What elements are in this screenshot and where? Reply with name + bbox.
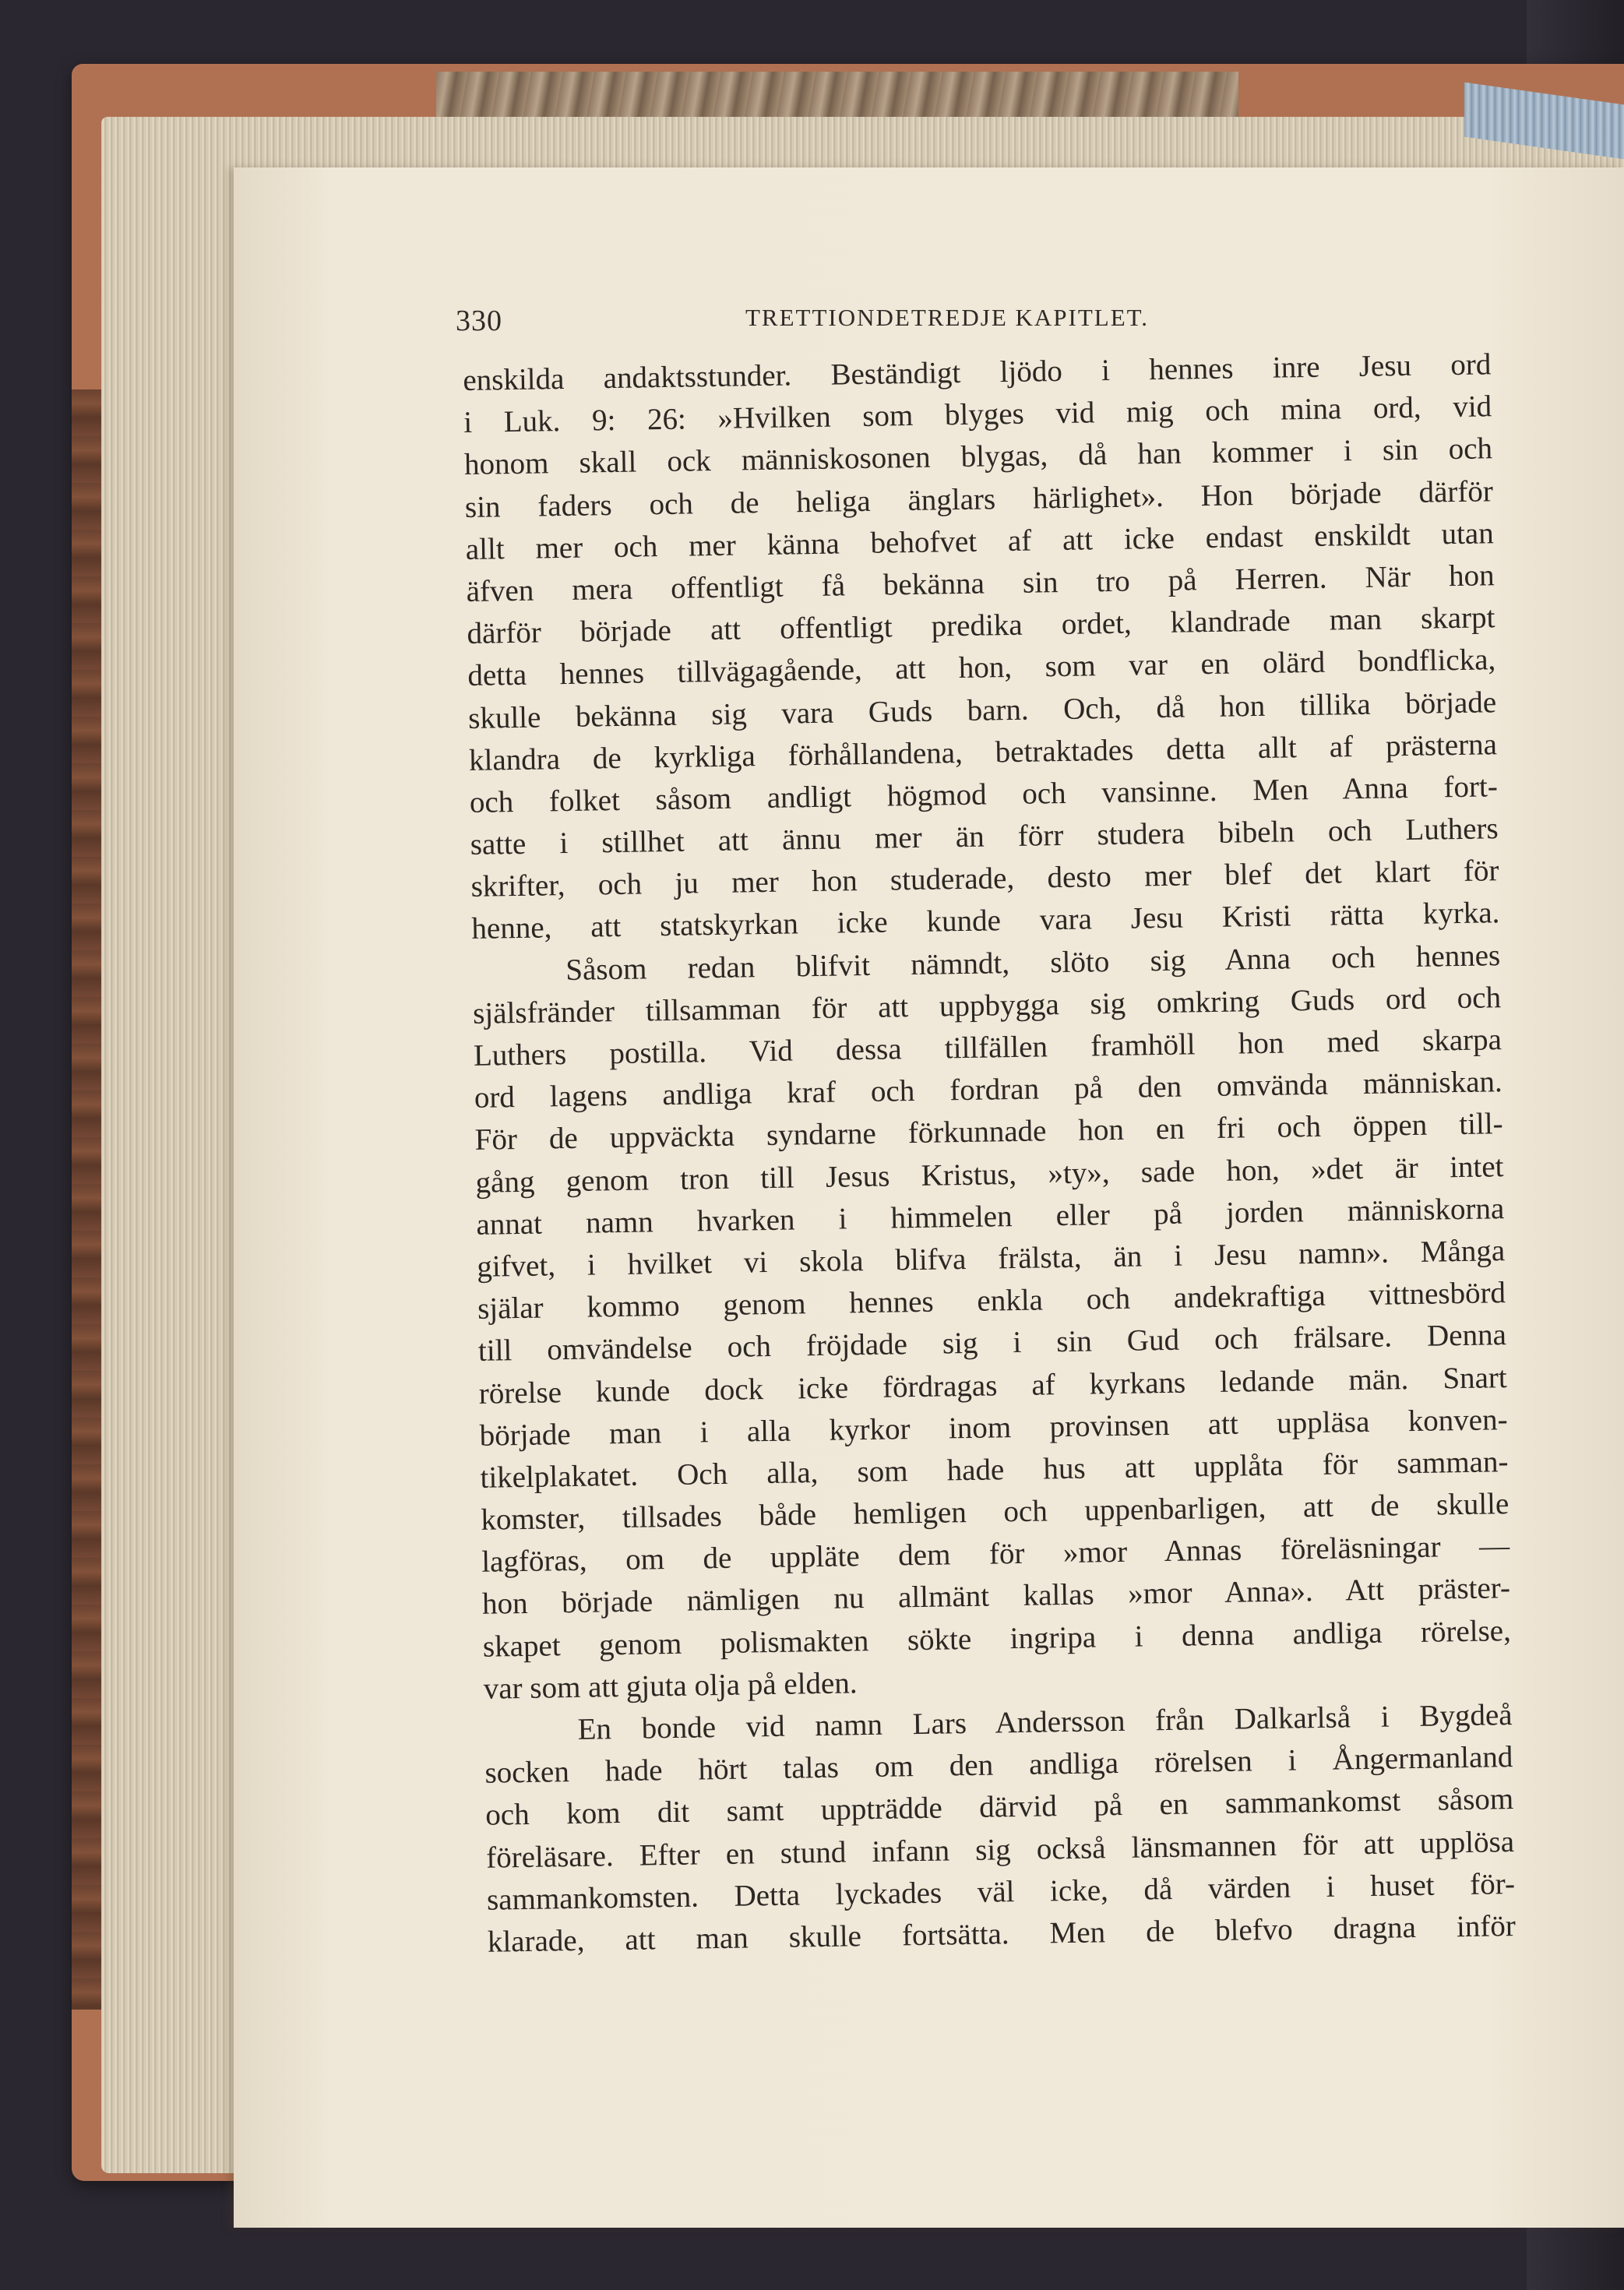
text-line: tikelplakatet. Och alla, som hade hus att upplåta för samman- (480, 1444, 1509, 1495)
text-line: rörelse kunde dock icke fördragas af kyrkans ledande män. Snart (478, 1360, 1508, 1411)
text-line: till omvändelse och fröjdade sig i sin Gud och frälsare. Denna (477, 1318, 1507, 1369)
text-line: var som att gjuta olja på elden. (483, 1666, 858, 1706)
text-line: Såsom redan blifvit nämndt, slöto sig Anna och hennes (565, 938, 1501, 987)
text-line: socken hade hört talas om den andliga rörelsen i Ångermanland (484, 1740, 1513, 1790)
text-line: honom skall ock människosonen blygas, då han kommer i sin och (463, 432, 1493, 482)
page-number: 330 (456, 305, 502, 337)
text-line: allt mer och mer känna behofvet af att icke endast enskildt utan (465, 516, 1494, 566)
text-line: och kom dit samt uppträdde därvid på en sammankomst såsom (485, 1782, 1514, 1833)
text-line: klandra de kyrkliga förhållandena, betraktades detta allt af prästerna (468, 727, 1498, 777)
text-line: därför började att offentligt predika ordet, klandrade man skarpt (467, 601, 1495, 651)
body-text (463, 344, 1516, 1964)
text-line: gifvet, i hvilket vi skola blifva frälsta, än i Jesu namn». Många (476, 1234, 1506, 1284)
text-line: satte i stillhet att ännu mer än förr studera bibeln och Luthers (470, 812, 1499, 861)
text-line: gång genom tron till Jesus Kristus, »ty», sade hon, »det är intet (475, 1149, 1504, 1200)
text-line: detta hennes tillvägagående, att hon, som var en olärd bondflicka, (467, 643, 1496, 693)
text-line: klarade, att man skulle fortsätta. Men de blefvo dragna inför (487, 1908, 1517, 1959)
text-line: i Luk. 9: 26: »Hvilken som blyges vid mig och mina ord, vid (463, 389, 1492, 440)
text-line: skulle bekänna sig vara Guds barn. Och, då hon tillika började (467, 685, 1497, 735)
text-line: hon började nämligen nu allmänt kallas »mor Anna». Att präster- (481, 1571, 1511, 1622)
text-line: Luthers postilla. Vid dessa tillfällen framhöll hon med skarpa (473, 1023, 1502, 1073)
text-line: själar kommo genom hennes enkla och andekraftiga vittnesbörd (477, 1276, 1506, 1326)
text-line: och folket såsom andligt högmod och vansinne. Men Anna fort- (469, 770, 1499, 819)
text-line: sammankomsten. Detta lyckades väl icke, då värden i huset för- (486, 1866, 1516, 1917)
text-line: själsfränder tillsamman för att uppbygga sig omkring Guds ord och (472, 980, 1502, 1030)
text-line: skapet genom polismakten sökte ingripa i denna andliga rörelse, (482, 1613, 1512, 1664)
text-line: komster, tillsades både hemligen och uppenbarligen, att de skulle (481, 1487, 1510, 1537)
text-line: enskilda andaktsstunder. Beständigt ljödo i hennes inre Jesu ord (463, 347, 1492, 397)
text-line: föreläsare. Efter en stund infann sig också länsmannen för att upplösa (485, 1824, 1515, 1875)
page-header (456, 304, 1235, 351)
text-line: lagföras, om de uppläte dem för »mor Annas föreläsningar — (481, 1529, 1510, 1580)
text-line: började man i alla kyrkor inom provinsen att uppläsa konven- (479, 1402, 1508, 1453)
text-line: ord lagens andliga kraf och fordran på den omvända människan. (474, 1065, 1503, 1115)
text-line: För de uppväckta syndarne förkunnade hon en fri och öppen till- (474, 1107, 1503, 1157)
text-line: äfven mera offentligt få bekänna sin tro på Herren. När hon (466, 558, 1495, 608)
running-head: TRETTIONDETREDJE KAPITLET. (745, 304, 1150, 331)
text-line: annat namn hvarken i himmelen eller på jorden människorna (476, 1191, 1505, 1242)
text-line: sin faders och de heliga änglars härlighet». Hon började därför (464, 474, 1494, 524)
text-line: henne, att statskyrkan icke kunde vara Jesu Kristi rätta kyrka. (471, 896, 1500, 946)
text-line: skrifter, och ju mer hon studerade, desto mer blef det klart för (470, 854, 1499, 904)
spine-strip (436, 72, 1238, 117)
text-line: En bonde vid namn Lars Andersson från Dalkarlså i Bygdeå (577, 1698, 1513, 1746)
